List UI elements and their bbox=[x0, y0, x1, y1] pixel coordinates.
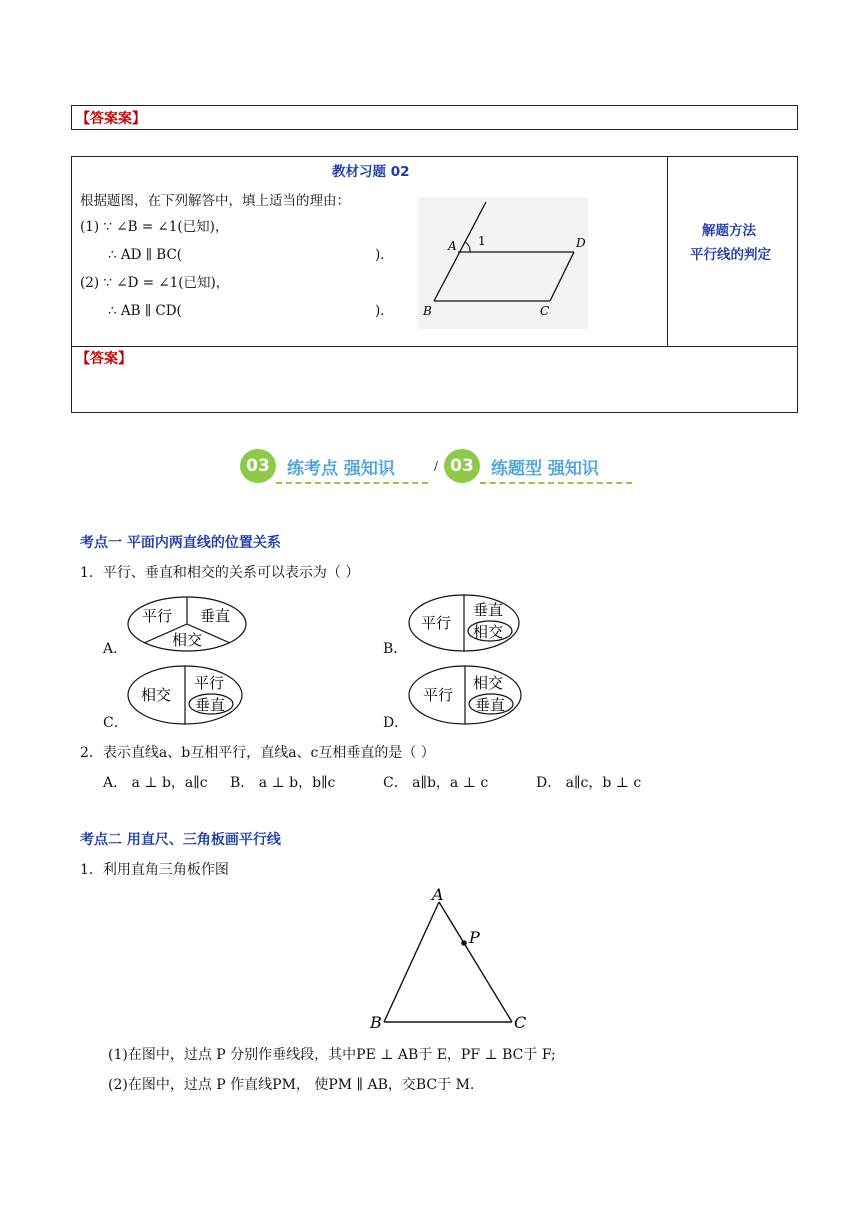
fig-label-A: A bbox=[448, 239, 457, 253]
banner-separator: / bbox=[434, 459, 439, 473]
option-D-t1: 平行 bbox=[423, 686, 454, 704]
option-D-label: D． bbox=[383, 715, 409, 731]
parallelogram-figure bbox=[418, 197, 588, 329]
option-A-diagram bbox=[126, 595, 248, 653]
q2-option-D: D． a∥c，b ⊥ c bbox=[536, 775, 642, 791]
section2-heading: 考点二 用直尺、三角板画平行线 bbox=[80, 832, 281, 848]
method-title: 解题方法 bbox=[702, 223, 756, 239]
q2-option-A: A． a ⊥ b，a∥c bbox=[103, 775, 208, 791]
option-B-t3: 相交 bbox=[473, 623, 504, 641]
option-A-t3: 相交 bbox=[172, 631, 203, 649]
exercise-prompt: 根据题图，在下列解答中，填上适当的理由： bbox=[80, 193, 350, 209]
option-B-t1: 平行 bbox=[421, 614, 452, 632]
option-C-t2: 平行 bbox=[194, 674, 225, 692]
banner-left-badge: 03 bbox=[240, 449, 276, 483]
section1-q2: 2．表示直线a、b互相平行，直线a、c互相垂直的是（ ） bbox=[80, 745, 435, 761]
option-D-diagram bbox=[407, 664, 523, 726]
exercise-line-2: ∴ AD ∥ BC( bbox=[108, 247, 183, 263]
option-D-t2: 相交 bbox=[473, 674, 504, 692]
section2-q1: 1．利用直角三角板作图 bbox=[80, 862, 229, 878]
option-C-label: C． bbox=[103, 715, 128, 731]
banner-right-text: 练题型 强知识 bbox=[491, 459, 599, 479]
banner-left-underline bbox=[276, 482, 428, 484]
option-B-t2: 垂直 bbox=[473, 601, 504, 619]
option-A-t2: 垂直 bbox=[200, 607, 231, 625]
option-C-t1: 相交 bbox=[141, 686, 172, 704]
option-C-diagram bbox=[126, 664, 244, 726]
option-A-t1: 平行 bbox=[142, 607, 173, 625]
section1-heading: 考点一 平面内两直线的位置关系 bbox=[80, 535, 281, 551]
option-B-diagram bbox=[407, 593, 521, 653]
exercise-line-1: (1) ∵ ∠B = ∠1(已知)， bbox=[80, 219, 229, 235]
banner-left-text: 练考点 强知识 bbox=[287, 459, 395, 479]
option-C-t3: 垂直 bbox=[195, 696, 226, 714]
fig-label-B: B bbox=[423, 304, 432, 318]
exercise-answer-label: 【答案】 bbox=[76, 351, 132, 367]
tri-label-C: C bbox=[514, 1013, 527, 1032]
exercise-line-2-end: )． bbox=[375, 247, 394, 263]
exercise-line-4-end: )． bbox=[375, 303, 394, 319]
q2-option-B: B． a ⊥ b，b∥c bbox=[230, 775, 336, 791]
method-value: 平行线的判定 bbox=[690, 247, 771, 263]
q2-option-C: C． a∥b，a ⊥ c bbox=[383, 775, 489, 791]
table-divider-horizontal bbox=[72, 346, 797, 347]
table-divider-vertical bbox=[667, 157, 668, 346]
tri-label-A: A bbox=[432, 885, 444, 904]
banner bbox=[0, 445, 868, 490]
section2-sub2: (2)在图中，过点 P 作直线PM， 使PM ∥ AB，交BC于 M. bbox=[108, 1077, 475, 1093]
tri-label-P: P bbox=[469, 928, 480, 947]
exercise-line-4: ∴ AB ∥ CD( bbox=[108, 303, 182, 319]
banner-right-underline bbox=[480, 482, 632, 484]
exercise-table bbox=[71, 156, 798, 413]
section1-q1: 1．平行、垂直和相交的关系可以表示为（ ） bbox=[80, 565, 360, 581]
option-A-label: A． bbox=[103, 641, 128, 657]
answer-label: 【答案案】 bbox=[76, 111, 146, 127]
exercise-title: 教材习题 02 bbox=[332, 164, 410, 180]
option-D-t3: 垂直 bbox=[475, 696, 506, 714]
banner-right-badge: 03 bbox=[444, 449, 480, 483]
option-B-label: B． bbox=[383, 641, 408, 657]
fig-label-C: C bbox=[540, 304, 550, 318]
triangle-figure bbox=[366, 884, 536, 1034]
answer-box-top bbox=[71, 105, 798, 130]
fig-label-1: 1 bbox=[478, 234, 486, 248]
tri-label-B: B bbox=[370, 1013, 382, 1032]
exercise-line-3: (2) ∵ ∠D = ∠1(已知)， bbox=[80, 275, 230, 291]
section2-sub1: (1)在图中，过点 P 分别作垂线段，其中PE ⊥ AB于 E，PF ⊥ BC于 F; bbox=[108, 1047, 556, 1063]
fig-label-D: D bbox=[576, 236, 586, 250]
